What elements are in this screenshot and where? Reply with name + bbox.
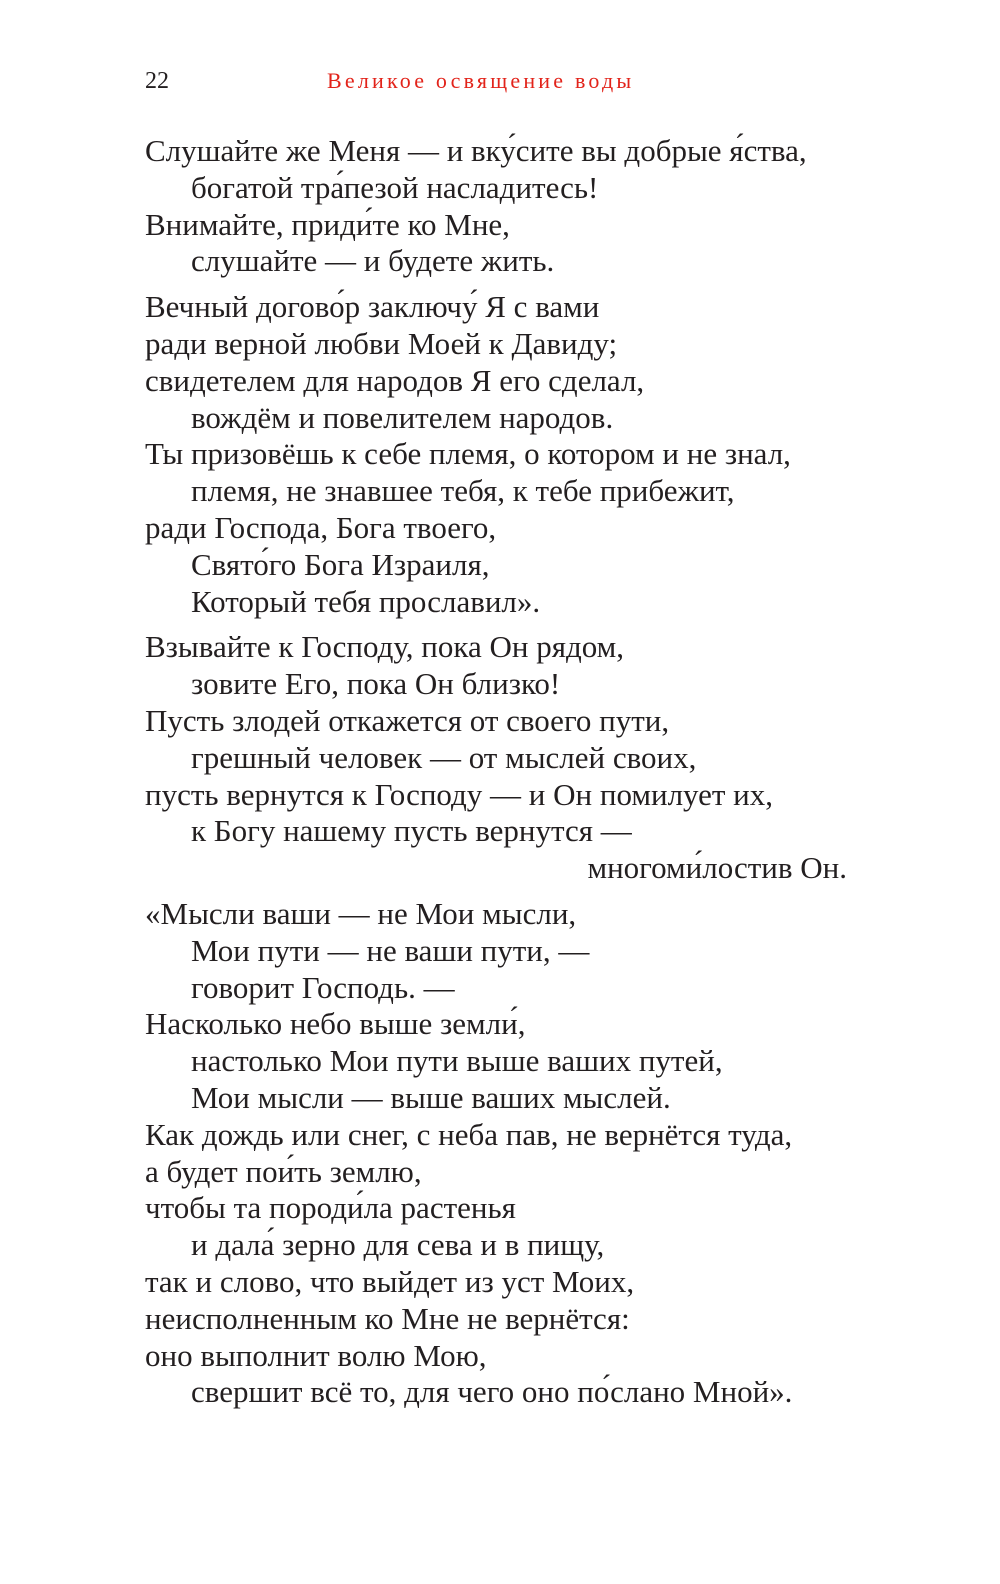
verse-line: «Мысли ваши — не Мои мысли, xyxy=(145,895,577,931)
verse-line: Насколько небо выше земли́, xyxy=(145,1006,526,1042)
poem-text xyxy=(145,133,905,1420)
verse-line: чтобы та породи́ла растенья xyxy=(145,1190,516,1226)
stanza xyxy=(145,896,905,1411)
verse-line: вождём и повелителем народов. xyxy=(191,399,614,435)
stanza xyxy=(145,289,905,620)
verse-line: Мои мысли — выше ваших мыслей. xyxy=(191,1079,671,1115)
verse-line: оно выполнит волю Мою, xyxy=(145,1337,487,1373)
verse-line: так и слово, что выйдет из уст Моих, xyxy=(145,1263,635,1299)
verse-line: Пусть злодей откажется от своего пути, xyxy=(145,702,670,738)
verse-line: богатой тра́пезой насладитесь! xyxy=(191,169,599,205)
verse-line: Свято́го Бога Израиля, xyxy=(191,546,490,582)
verse-line: многоми́лостив Он. xyxy=(587,850,847,886)
verse-line: зовите Его, пока Он близко! xyxy=(191,666,561,702)
running-title: Великое освящение воды xyxy=(327,68,635,93)
verse-line: и дала́ зерно для сева и в пищу, xyxy=(191,1227,605,1263)
verse-line: Внимайте, приди́те ко Мне, xyxy=(145,206,510,242)
verse-line: неисполненным ко Мне не вернётся: xyxy=(145,1300,630,1336)
verse-line: а будет пои́ть землю, xyxy=(145,1153,422,1189)
verse-line: свершит всё то, для чего оно по́слано Мной». xyxy=(191,1374,793,1410)
verse-line: Ты призовёшь к себе племя, о котором и не знал, xyxy=(145,436,791,472)
verse-line: ради Господа, Бога твоего, xyxy=(145,509,497,545)
verse-line: ради верной любви Моей к Давиду; xyxy=(145,325,618,361)
verse-line: свидетелем для народов Я его сделал, xyxy=(145,362,645,398)
verse-line: пусть вернутся к Господу — и Он помилует их, xyxy=(145,776,774,812)
stanza xyxy=(145,629,905,887)
verse-line: Взывайте к Господу, пока Он рядом, xyxy=(145,629,625,665)
verse-line: настолько Мои пути выше ваших путей, xyxy=(191,1043,723,1079)
verse-line: к Богу нашему пусть вернутся — xyxy=(191,813,632,849)
verse-line: Вечный догово́р заключу́ Я с вами xyxy=(145,289,600,325)
page-number: 22 xyxy=(145,68,169,94)
verse-line: Как дождь или снег, с неба пав, не вернётся туда, xyxy=(145,1116,793,1152)
verse-line: слушайте — и будете жить. xyxy=(191,243,555,279)
stanza xyxy=(145,133,905,280)
verse-line: Мои пути — не ваши пути, — xyxy=(191,932,590,968)
verse-line: Слушайте же Меня — и вку́сите вы добрые я́ства, xyxy=(145,133,807,168)
verse-line: племя, не знавшее тебя, к тебе прибежит, xyxy=(191,473,735,509)
verse-line: грешный человек — от мыслей своих, xyxy=(191,739,697,775)
verse-line: Который тебя прославил». xyxy=(191,583,541,619)
verse-line: говорит Господь. — xyxy=(191,969,455,1005)
